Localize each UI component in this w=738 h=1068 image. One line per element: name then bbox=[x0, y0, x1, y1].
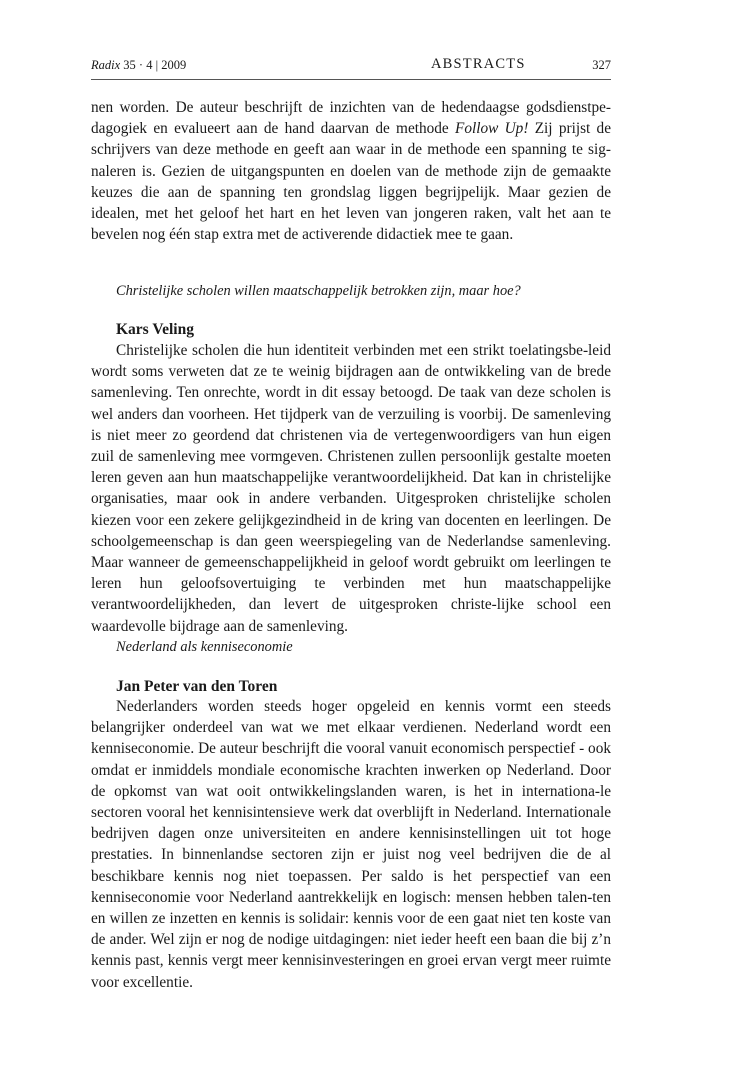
section-title: ABSTRACTS bbox=[431, 56, 526, 72]
abstract-text-2: Nederlanders worden steeds hoger opgeleid en kennis vormt een steeds belangrijker onderdeel van wat we met elkaar verdienen. Nederland wordt een kenniseconomie. De auteur beschrijft die vooral vanuit economisch perspectief - ook omdat er inmiddels mondiale economische krachten inwerken op Nederland. Door de opkomst van wat ooit ontwikkelingslanden waren, is het in internationa-le sectoren vooral het kennisintensieve werk dat overblijft in Nederland. Internationale bedrijven dagen onze universiteiten en andere kennisinstellingen uit tot hoge prestaties. In binnenlandse sectoren zijn er juist nog veel bedrijven die de al beschikbare kennis nog niet toepassen. Per saldo is het perspectief van een kenniseconomie voor Nederland aantrekkelijk en logisch: mensen hebben talen-ten en willen ze inzetten en kennis is solidair: kennis voor de een gaat niet ten koste van de ander. Wel zijn er nog de nodige uitdagingen: niet ieder heeft een baan die bij z’n kennis past, kennis vergt meer kennisinvesteringen en groei ervan vergt meer ruimte voor excellentie. bbox=[91, 698, 611, 991]
intro-text-end: Zij prijst de schrijvers van deze methode en geeft aan waar in de methode een spanning te sig-naleren is. Gezien de uitgangspunten en doelen van de methode zijn de gemaakte keuzes die aan de spanning ten grondslag liggen begrijpelijk. Maar gezien de idealen, met het geloof het hart en het leven van jongeren raken, valt het aan te bevelen nog één stap extra met de activerende didactiek mee te gaan. bbox=[91, 120, 611, 244]
abstract-author-1: Kars Veling bbox=[116, 321, 194, 338]
abstract-body-2 bbox=[91, 696, 611, 993]
journal-issue: 35 · 4 | 2009 bbox=[123, 58, 187, 72]
abstract-title-1: Christelijke scholen willen maatschappelijk betrokken zijn, maar hoe? bbox=[116, 283, 521, 299]
abstract-author-2: Jan Peter van den Toren bbox=[116, 678, 278, 695]
intro-paragraph bbox=[91, 97, 611, 245]
page-number: 327 bbox=[592, 58, 611, 72]
abstract-title-2: Nederland als kenniseconomie bbox=[116, 639, 293, 655]
abstract-body-1 bbox=[91, 340, 611, 637]
running-header bbox=[91, 55, 611, 80]
method-title: Follow Up! bbox=[455, 120, 529, 138]
abstract-text-1: Christelijke scholen die hun identiteit verbinden met een strikt toelatingsbe-leid wordt soms verweten dat ze te weinig bijdragen aan de ontwikkeling van de brede samenleving. Ten onrechte, wordt in dit essay betoogd. De taak van deze scholen is wel anders dan voorheen. Het tijdperk van de verzuiling is voorbij. De samenleving is niet meer zo geordend dat christenen via de vertegenwoordigers van hun eigen zuil de samenleving mee vormgeven. Christenen zullen persoonlijk gestalte moeten leren geven aan hun maatschappelijke verantwoordelijkheid. Dat kan in christelijke organisaties, maar ook in andere verbanden. Uitgesproken christelijke scholen kiezen voor een zekere gelijkgezindheid in de kring van docenten en leerlingen. De schoolgemeenschap is dan geen weerspiegeling van de Nederlandse samenleving. Maar wanneer de gemeenschappelijkheid in geloof wordt gebruikt om leerlingen te leren hun geloofsovertuiging te verbinden met hun maatschappelijke verantwoordelijkheden, dan levert de uitgesproken christe-lijke school een waardevolle bijdrage aan de samenleving. bbox=[91, 342, 611, 635]
journal-citation bbox=[91, 58, 186, 73]
journal-name: Radix bbox=[91, 58, 121, 72]
intro-text-start: nen worden. De auteur beschrijft de inzichten van de hedendaagse godsdienstpe-dagogiek en evalueert aan de hand daarvan de methode bbox=[91, 99, 611, 138]
